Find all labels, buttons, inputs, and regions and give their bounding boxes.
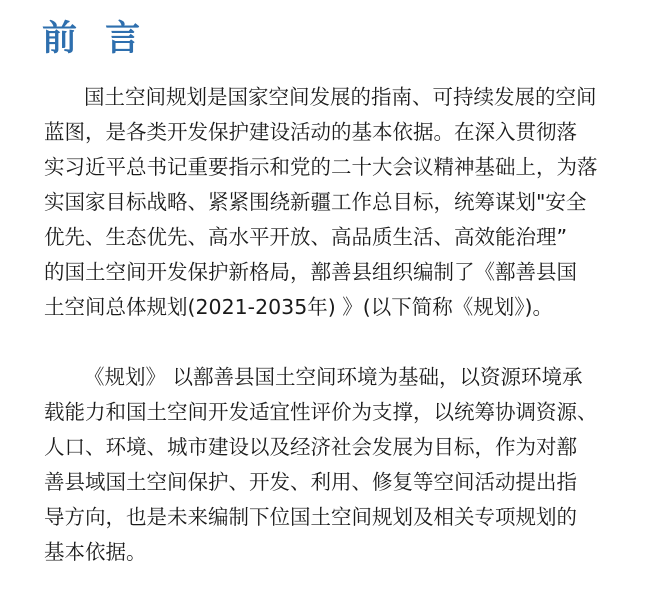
paragraph-line: 国土空间规划是国家空间发展的指南、可持续发展的空间	[84, 85, 597, 109]
paragraph-line: 实习近平总书记重要指示和党的二十大会议精神基础上，为落	[44, 155, 598, 179]
paragraph-line: 《规划》 以鄯善县国土空间环境为基础，以资源环境承	[84, 365, 583, 389]
paragraph-line: 实国家目标战略、紧紧围绕新疆工作总目标，统筹谋划"安全	[44, 190, 587, 214]
paragraph-line: 人口、环境、城市建设以及经济社会发展为目标，作为对鄯	[44, 435, 577, 459]
section-heading: 前 言	[42, 19, 149, 59]
paragraph-line: 基本依据。	[44, 540, 147, 564]
paragraph-line: 优先、生态优先、高水平开放、高品质生活、高效能治理”	[44, 225, 568, 249]
paragraph-line: 蓝图，是各类开发保护建设活动的基本依据。在深入贯彻落	[44, 120, 577, 144]
paragraph-2	[44, 360, 660, 570]
paragraph-line: 善县域国土空间保护、开发、利用、修复等空间活动提出指	[44, 470, 577, 494]
paragraph-line: 载能力和国土空间开发适宜性评价为支撑，以统筹协调资源、	[44, 400, 598, 424]
paragraph-1	[44, 80, 660, 325]
paragraph-line: 导方向，也是未来编制下位国土空间规划及相关专项规划的	[44, 505, 577, 529]
paragraph-line: 的国土空间开发保护新格局，鄯善县组织编制了《鄯善县国	[44, 260, 577, 284]
paragraph-line: 土空间总体规划(2021-2035年) 》(以下简称《规划》)。	[44, 295, 553, 319]
